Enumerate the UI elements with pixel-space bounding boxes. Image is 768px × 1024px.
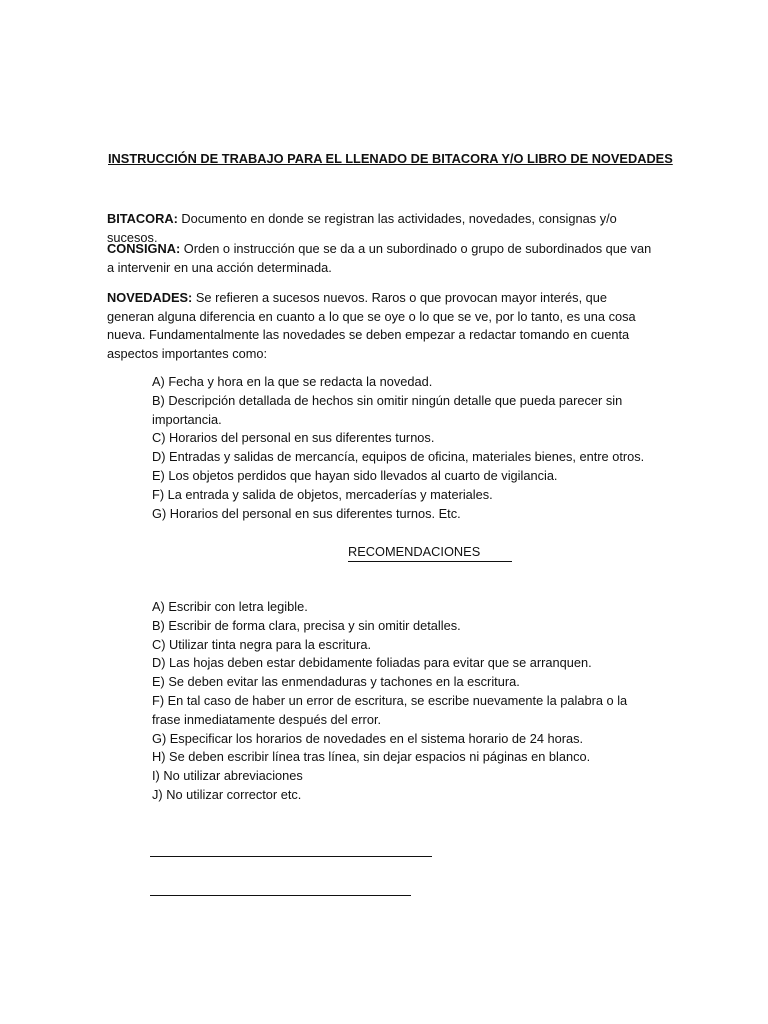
list-item: H) Se deben escribir línea tras línea, sin dejar espacios ni páginas en blanco.: [152, 749, 591, 765]
definition-term: NOVEDADES:: [107, 290, 193, 305]
list-item: G) Especificar los horarios de novedades en el sistema horario de 24 horas.: [152, 730, 584, 746]
list-item: G) Horarios del personal en sus diferentes turnos. Etc.: [152, 505, 461, 521]
recommendations-list: [152, 598, 652, 805]
definition-novedades: [107, 289, 652, 363]
list-item: D) Entradas y salidas de mercancía, equipos de oficina, materiales bienes, entre otros.: [152, 449, 645, 465]
definition-text: Documento en donde se registran las actividades, novedades, consignas y/o sucesos.: [107, 211, 617, 245]
document-title: INSTRUCCIÓN DE TRABAJO PARA EL LLENADO DE BITACORA Y/O LIBRO DE NOVEDADES: [108, 151, 673, 166]
list-item: C) Utilizar tinta negra para la escritura.: [152, 636, 372, 652]
list-item: B) Descripción detallada de hechos sin omitir ningún detalle que pueda parecer sin importancia.: [152, 392, 623, 427]
signature-line: [150, 895, 411, 896]
definition-consigna: [107, 240, 652, 277]
definition-term: BITACORA:: [107, 211, 178, 226]
list-item: E) Los objetos perdidos que hayan sido llevados al cuarto de vigilancia.: [152, 467, 558, 483]
signature-line: [150, 856, 432, 857]
definition-text: Se refieren a sucesos nuevos. Raros o que provocan mayor interés, que generan alguna diferencia en cuanto a lo que se oye o lo que se ve, por lo tanto, es una cosa nueva. Fundamentalmente las novedades se deben empezar a redactar tomando en cuenta aspectos importantes como:: [107, 290, 636, 361]
aspects-list: [152, 373, 652, 523]
list-item: D) Las hojas deben estar debidamente foliadas para evitar que se arranquen.: [152, 655, 592, 671]
list-item: F) La entrada y salida de objetos, mercaderías y materiales.: [152, 486, 493, 502]
definition-text: Orden o instrucción que se da a un subordinado o grupo de subordinados que van a intervenir en una acción determinada.: [107, 241, 652, 275]
list-item: A) Fecha y hora en la que se redacta la novedad.: [152, 374, 433, 389]
definition-term: CONSIGNA:: [107, 241, 181, 256]
list-item: F) En tal caso de haber un error de escritura, se escribe nuevamente la palabra o la frase inmediatamente después del error.: [152, 692, 628, 727]
list-item: C) Horarios del personal en sus diferentes turnos.: [152, 430, 435, 446]
list-item: I) No utilizar abreviaciones: [152, 768, 303, 784]
list-item: A) Escribir con letra legible.: [152, 599, 308, 614]
list-item: E) Se deben evitar las enmendaduras y tachones en la escritura.: [152, 674, 520, 690]
list-item: B) Escribir de forma clara, precisa y sin omitir detalles.: [152, 617, 461, 633]
list-item: J) No utilizar corrector etc.: [152, 786, 302, 802]
recommendations-heading: RECOMENDACIONES: [348, 543, 512, 562]
